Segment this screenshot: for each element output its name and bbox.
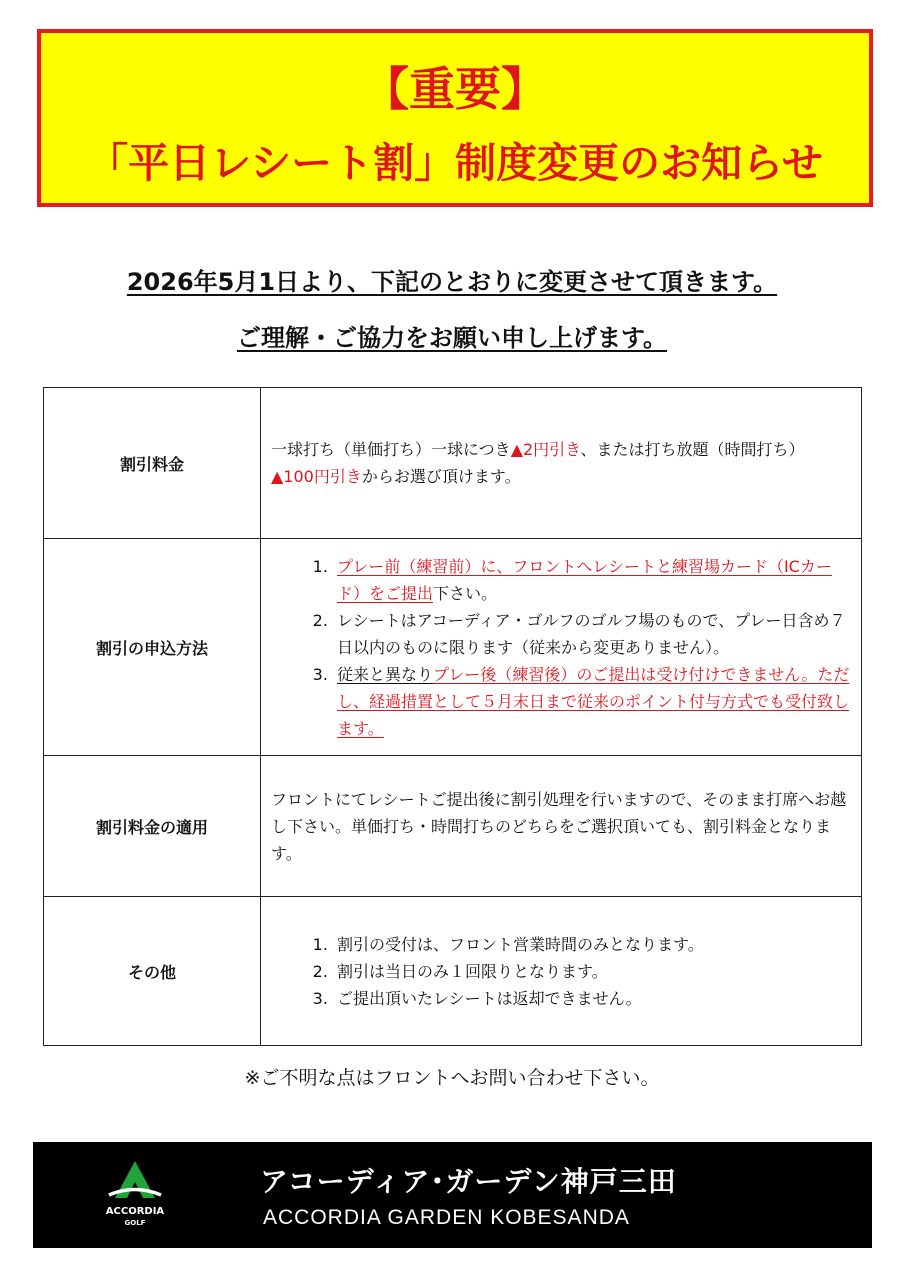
table-row — [44, 539, 862, 756]
banner-important-label: 【重要】 — [363, 62, 547, 116]
row-content-discount-fee — [261, 388, 862, 539]
row-label-discount-fee: 割引料金 — [44, 388, 261, 539]
accordia-logo-mark — [95, 1158, 175, 1208]
list-item: 2. レシートはアコーディア・ゴルフのゴルフ場のもので、プレー日含め７日以内のものに限ります（従来から変更ありません）。 — [333, 607, 853, 661]
table-row — [44, 388, 862, 539]
announcement-line-2: ご理解・ご協力をお願い申し上げます。 — [236, 324, 668, 352]
info-table — [43, 387, 862, 1046]
announcement-line-1: 2026年5月1日より、下記のとおりに変更させて頂きます。 — [126, 268, 778, 296]
table-row — [44, 756, 862, 897]
table-row — [44, 897, 862, 1046]
title-banner — [37, 29, 873, 207]
discount-text-line-1: 一球打ち（単価打ち）一球につき▲2円引き、または打ち放題（時間打ち） — [271, 440, 805, 459]
facility-name-en: ACCORDIA GARDEN KOBESANDA — [263, 1206, 630, 1229]
list-item: 3. 従来と異なりプレー後（練習後）のご提出は受け付けできません。ただし、経過措置として５月末日まで従来のポイント付与方式でも受付致します。 — [333, 661, 853, 742]
accordia-logo-icon — [95, 1158, 175, 1234]
row-content-other — [261, 897, 862, 1046]
contact-note: ※ご不明な点はフロントへお問い合わせ下さい。 — [244, 1067, 660, 1089]
row-content-application-method — [261, 539, 862, 756]
other-notes-list — [271, 931, 853, 1012]
row-content-fee-application: フロントにてレシートご提出後に割引処理を行いますので、そのまま打席へお越し下さい。単価打ち・時間打ちのどちらをご選択頂いても、割引料金となります。 — [261, 756, 862, 897]
list-item: 1. プレー前（練習前）に、フロントへレシートと練習場カード（ICカード）をご提出下さい。 — [333, 553, 853, 607]
list-item: 2. 割引は当日のみ１回限りとなります。 — [333, 958, 853, 985]
logo-sub: GOLF — [124, 1219, 146, 1227]
application-steps-list — [271, 553, 853, 742]
list-item: 3. ご提出頂いたレシートは返却できません。 — [333, 985, 853, 1012]
banner-title: 「平日レシート割」制度変更のお知らせ — [87, 139, 823, 187]
footer-bar — [33, 1142, 872, 1248]
row-label-other: その他 — [44, 897, 261, 1046]
list-item: 1. 割引の受付は、フロント営業時間のみとなります。 — [333, 931, 853, 958]
row-label-fee-application: 割引料金の適用 — [44, 756, 261, 897]
discount-text-line-2: ▲100円引きからお選び頂けます。 — [271, 467, 521, 486]
row-label-application-method: 割引の申込方法 — [44, 539, 261, 756]
facility-name-jp: アコーディア･ガーデン神戸三田 — [260, 1165, 677, 1198]
logo-name: ACCORDIA — [105, 1206, 165, 1217]
